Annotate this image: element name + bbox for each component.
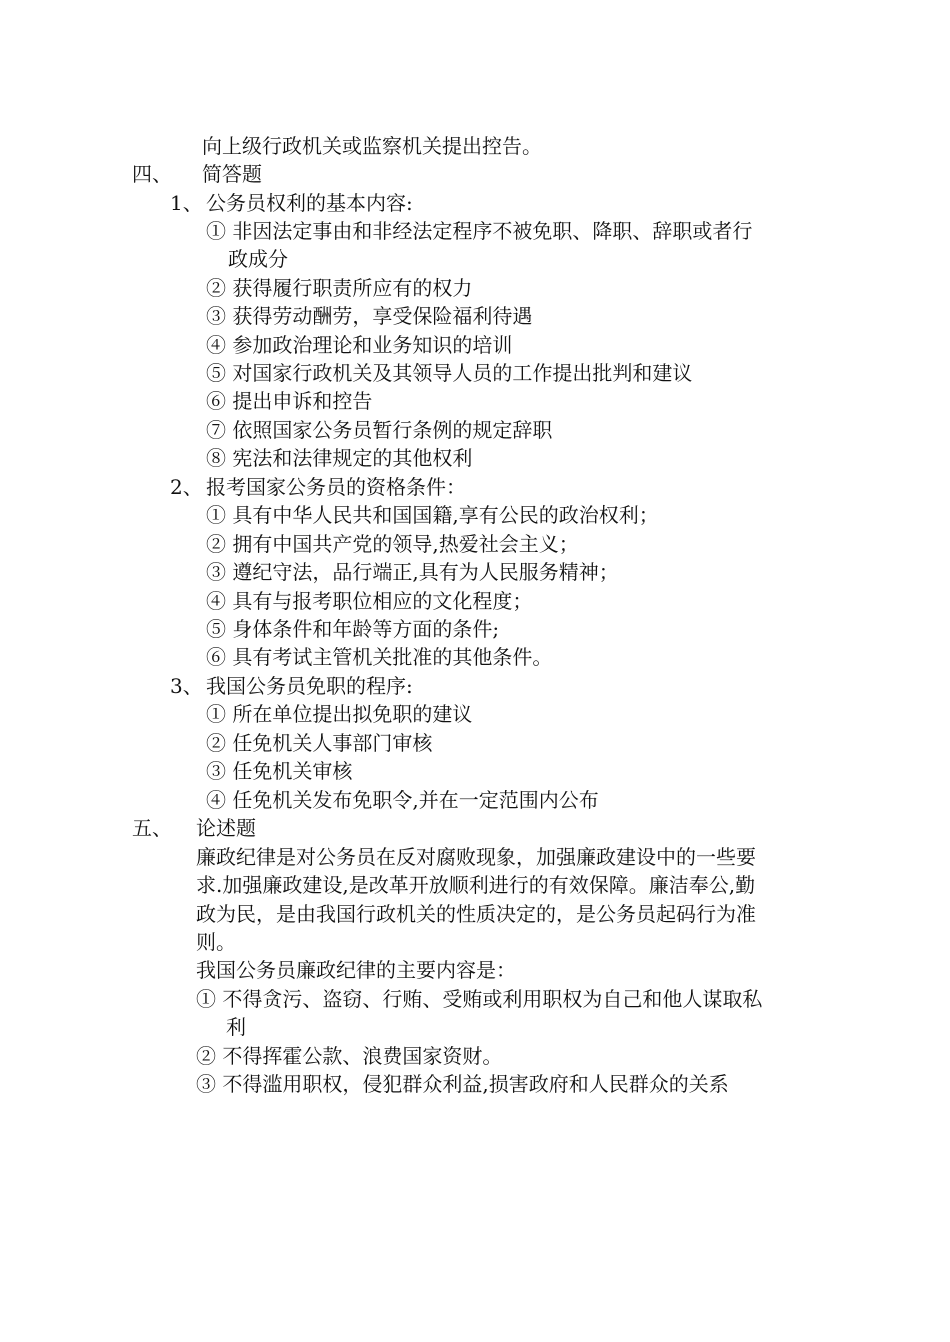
q2-item-4: ④ 具有与报考职位相应的文化程度； xyxy=(206,589,533,613)
q3-item-2: ② 任免机关人事部门审核 xyxy=(206,731,433,755)
essay-para-2: 我国公务员廉政纪律的主要内容是： xyxy=(196,958,516,982)
q1-title: 公务员权利的基本内容: xyxy=(206,191,413,215)
essay-item-1: ① 不得贪污、盗窃、行贿、受贿或利用职权为自己和他人谋取私 xyxy=(196,987,763,1011)
q2-item-6: ⑥ 具有考试主管机关批准的其他条件。 xyxy=(206,645,553,669)
q1-number: 1、 xyxy=(170,191,203,215)
q1-item-3: ③ 获得劳动酬劳，享受保险福利待遇 xyxy=(206,304,533,328)
q2-title: 报考国家公务员的资格条件： xyxy=(206,475,466,499)
section-5-number: 五、 xyxy=(132,816,172,840)
section-4-number: 四、 xyxy=(132,162,172,186)
essay-para-1-line-3: 政为民，是由我国行政机关的性质决定的，是公务员起码行为准 xyxy=(196,902,756,926)
q2-item-5: ⑤ 身体条件和年龄等方面的条件; xyxy=(206,617,500,641)
q1-item-8: ⑧ 宪法和法律规定的其他权利 xyxy=(206,446,473,470)
section-4-title: 简答题 xyxy=(202,162,262,186)
q3-number: 3、 xyxy=(170,674,203,698)
q1-item-1-cont: 政成分 xyxy=(228,247,288,271)
q1-item-2: ② 获得履行职责所应有的权力 xyxy=(206,276,473,300)
q3-item-1: ① 所在单位提出拟免职的建议 xyxy=(206,702,473,726)
q1-item-5: ⑤ 对国家行政机关及其领导人员的工作提出批判和建议 xyxy=(206,361,693,385)
q3-item-4: ④ 任免机关发布免职令,并在一定范围内公布 xyxy=(206,788,599,812)
essay-para-1-line-1: 廉政纪律是对公务员在反对腐败现象，加强廉政建设中的一些要 xyxy=(196,845,756,869)
q3-item-3: ③ 任免机关审核 xyxy=(206,759,353,783)
essay-item-3: ③ 不得滥用职权，侵犯群众利益,损害政府和人民群众的关系 xyxy=(196,1072,729,1096)
q1-item-4: ④ 参加政治理论和业务知识的培训 xyxy=(206,333,513,357)
q1-item-7: ⑦ 依照国家公务员暂行条例的规定辞职 xyxy=(206,418,553,442)
essay-item-1-cont: 利 xyxy=(226,1015,246,1039)
q3-title: 我国公务员免职的程序: xyxy=(206,674,413,698)
section-5-title: 论述题 xyxy=(196,816,256,840)
q1-item-1: ① 非因法定事由和非经法定程序不被免职、降职、辞职或者行 xyxy=(206,219,753,243)
q2-item-2: ② 拥有中国共产党的领导,热爱社会主义； xyxy=(206,532,579,556)
essay-para-1-line-4: 则。 xyxy=(196,930,236,954)
q1-item-6: ⑥ 提出申诉和控告 xyxy=(206,389,373,413)
essay-item-2: ② 不得挥霍公款、浪费国家资财。 xyxy=(196,1044,503,1068)
q2-item-1: ① 具有中华人民共和国国籍,享有公民的政治权利； xyxy=(206,503,659,527)
essay-para-1-line-2: 求.加强廉政建设,是改革开放顺利进行的有效保障。廉洁奉公,勤 xyxy=(196,873,756,897)
continuation-line: 向上级行政机关或监察机关提出控告。 xyxy=(202,134,542,158)
q2-number: 2、 xyxy=(170,475,203,499)
q2-item-3: ③ 遵纪守法，品行端正,具有为人民服务精神； xyxy=(206,560,619,584)
